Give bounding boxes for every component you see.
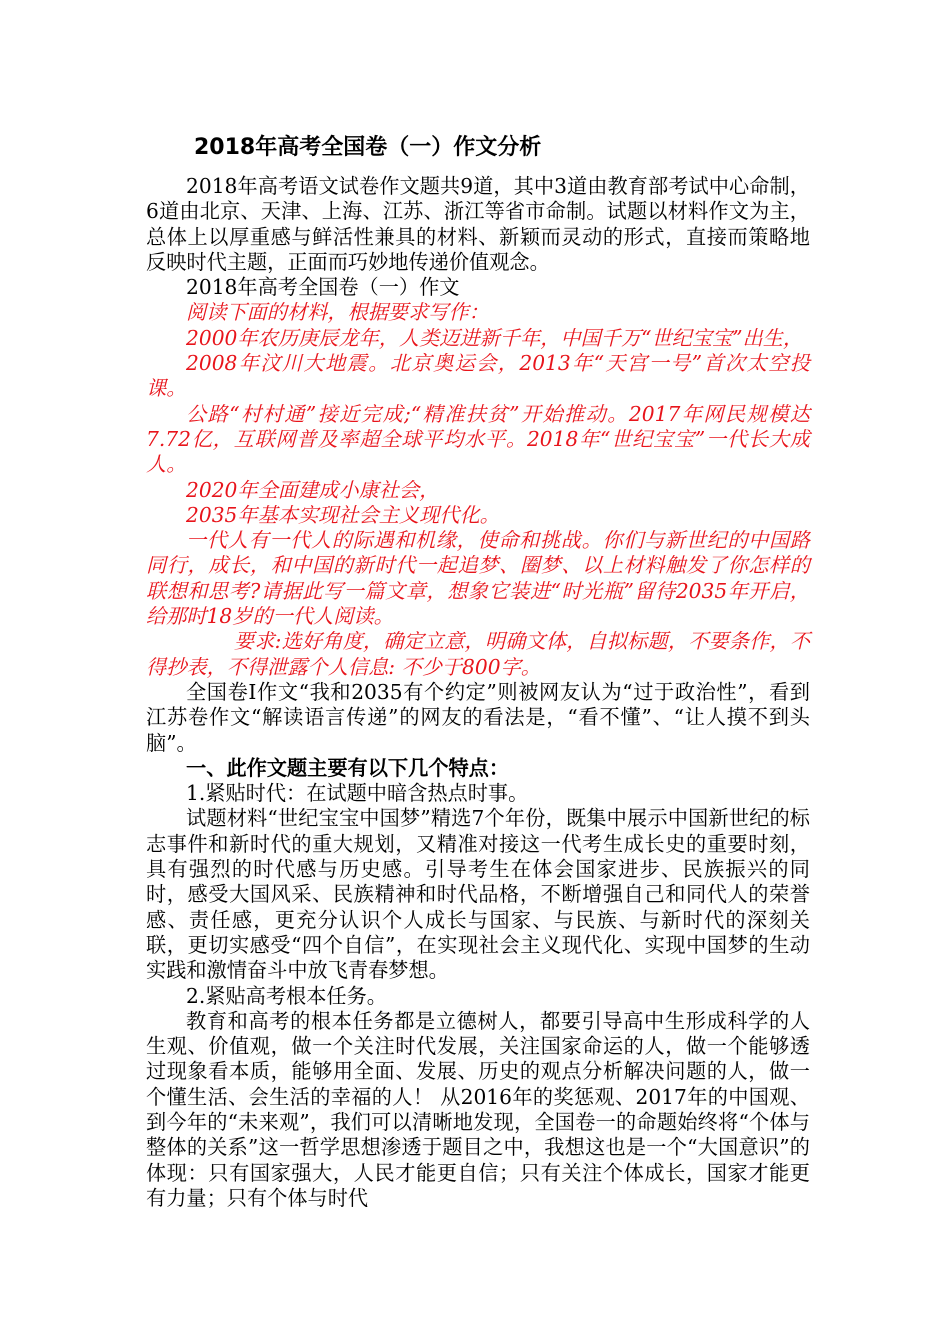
prompt-line-2000: 2000年农历庚辰龙年，人类迈进新千年，中国千万“世纪宝宝”出生， (186, 325, 804, 350)
public-reaction-paragraph: 全国卷I作文“我和2035有个约定”则被网友认为“过于政治性”，看到江苏卷作文“解读语言传递”的网友的看法是，“看不懂”、“让人摸不到头脑”。 (146, 679, 810, 755)
prompt-line-2020: 2020年全面建成小康社会， (186, 477, 440, 502)
prompt-instruction: 阅读下面的材料，根据要求写作： (186, 300, 489, 325)
section-heading-features: 一、此作文题主要有以下几个特点： (186, 755, 510, 780)
document-title: 2018年高考全国卷（一）作文分析 (194, 135, 542, 160)
feature-2-heading: 2.紧贴高考根本任务。 (186, 983, 387, 1008)
intro-paragraph: 2018年高考语文试卷作文题共9道，其中3道由教育部考试中心命制，6道由北京、天津、上海、江苏、浙江等省市命制。试题以材料作文为主，总体上以厚重感与鲜活性兼具的材料、新颖而灵动的形式，直接而策略地反映时代主题，正面而巧妙地传递价值观念。 (146, 174, 810, 274)
exam-heading: 2018年高考全国卷（一）作文 (186, 275, 460, 300)
feature-2-body: 教育和高考的根本任务都是立德树人，都要引导高中生形成科学的人生观、价值观，做一个关注时代发展，关注国家命运的人，做一个能够透过现象看本质，能够用全面、发展、历史的观点分析解决问题的人，做一个懂生活、会生活的幸福的人！ 从2016年的奖惩观、2017年的中国观、到今年的“未来观”，我们可以清晰地发现，全国卷一的命题始终将“个体与整体的关系”这一哲学思想渗透于题目之中，我想这也是一个“大国意识”的体现：只有国家强大，人民才能更自信；只有关注个体成长，国家才能更有力量；只有个体与时代 (146, 1008, 810, 1210)
prompt-line-2035: 2035年基本实现社会主义现代化。 (186, 502, 500, 527)
prompt-line-2017: 公路“村村通”接近完成;“精准扶贫”开始推动。2017年网民规模达7.72亿，互联网普及率超全球平均水平。2018年“世纪宝宝”一代长大成人。 (146, 401, 810, 477)
feature-1-heading: 1.紧贴时代：在试题中暗含热点时事。 (186, 781, 529, 806)
prompt-line-2008: 2008年汶川大地震。北京奥运会，2013年“天宫一号”首次太空投课。 (146, 351, 810, 401)
prompt-requirements: 要求:选好角度，确定立意，明确文体，自拟标题，不要条作，不得抄表，不得泄露个人信息: 不少于800字。 (146, 629, 810, 679)
document-page (146, 128, 810, 1211)
prompt-task: 一代人有一代人的际遇和机缘，使命和挑战。你们与新世纪的中国路同行，成长，和中国的新时代一起追梦、圈梦、以上材料触发了你怎样的联想和思考?请据此写一篇文章，想象它装进“时光瓶”留待2035年开启，给那时18岁的一代人阅读。 (146, 528, 810, 629)
feature-1-body: 试题材料“世纪宝宝中国梦”精选7个年份，既集中展示中国新世纪的标志事件和新时代的重大规划，又精准对接这一代考生成长史的重要时刻，具有强烈的时代感与历史感。引导考生在体会国家进步、民族振兴的同时，感受大国风采、民族精神和时代品格，不断增强自己和同代人的荣誉感、责任感，更充分认识个人成长与国家、与民族、与新时代的深刻关联，更切实感受“四个自信”，在实现社会主义现代化、实现中国梦的生动实践和激情奋斗中放飞青春梦想。 (146, 806, 810, 983)
